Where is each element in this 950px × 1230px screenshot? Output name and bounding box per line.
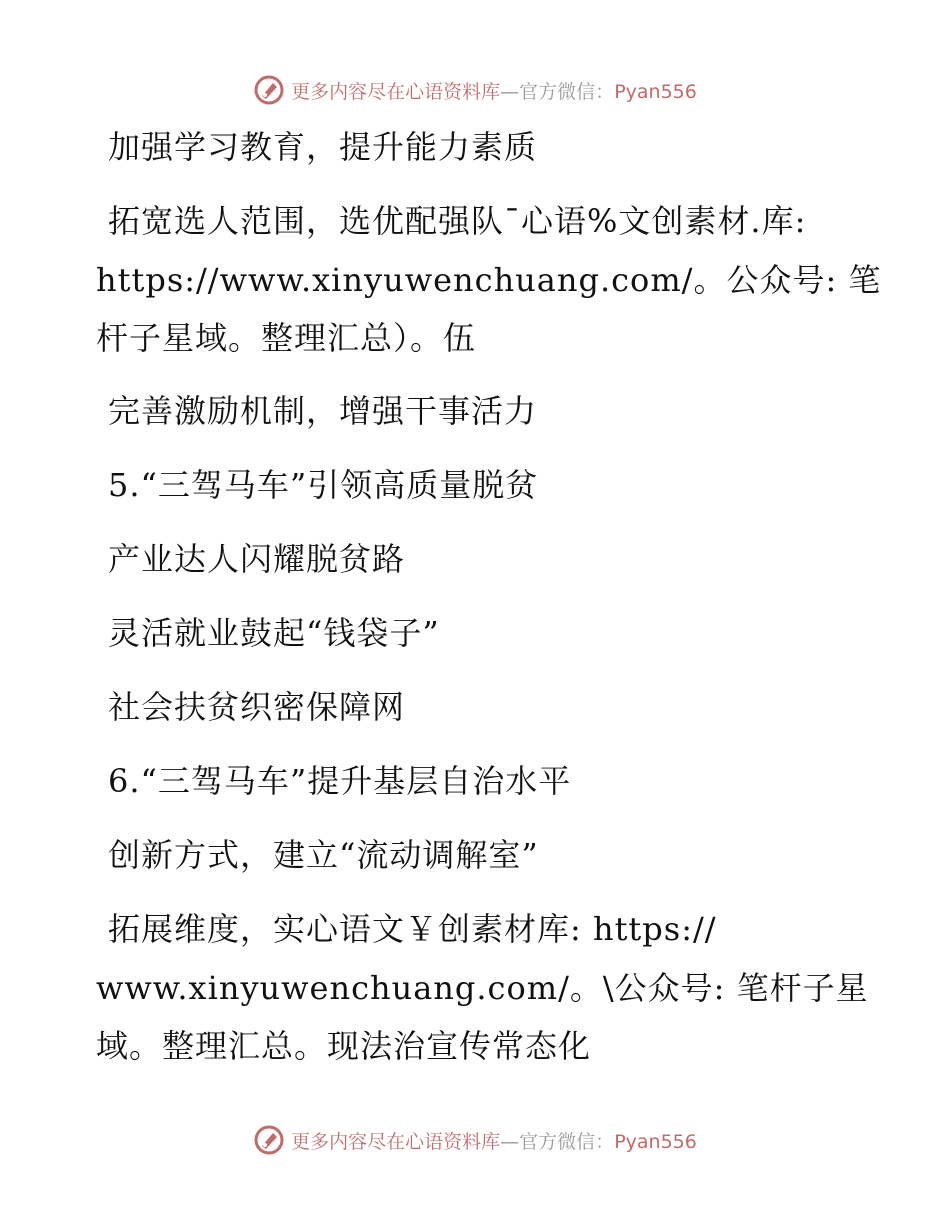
banner-wechat: Pyan556 (614, 1130, 697, 1153)
banner-suffix: 官方微信： (519, 1130, 615, 1153)
banner-text (291, 1127, 697, 1154)
banner-dash: — (500, 80, 520, 103)
text-line: 拓宽选人范围，选优配强队¯心语%文创素材.库: (108, 202, 807, 240)
text-line: 域。整理汇总。现法治宣传常态化 (96, 1027, 592, 1065)
text-line: 5.“三驾马车”引领高质量脱贫 (108, 466, 539, 504)
text-line: 加强学习教育，提升能力素质 (108, 128, 538, 166)
text-line: 灵活就业鼓起“钱袋子” (108, 614, 440, 652)
banner-main: 更多内容尽在心语资料库 (291, 80, 501, 103)
banner-dash: — (500, 1130, 520, 1153)
banner-suffix: 官方微信： (519, 80, 615, 103)
text-line: 社会扶贫织密保障网 (108, 688, 406, 726)
text-line: https://www.xinyuwenchuang.com/。公众号: 笔 (96, 261, 882, 299)
text-line: 6.“三驾马车”提升基层自治水平 (108, 762, 572, 800)
text-line: 完善激励机制，增强干事活力 (108, 392, 538, 430)
pen-nib-circle-icon (253, 1124, 285, 1156)
text-line: www.xinyuwenchuang.com/。\公众号: 笔杆子星 (96, 969, 869, 1007)
text-line: 杆子星域。整理汇总）。伍 (96, 319, 477, 357)
text-line: 产业达人闪耀脱贫路 (108, 540, 406, 578)
banner-wechat: Pyan556 (614, 80, 697, 103)
text-line: 创新方式，建立“流动调解室” (108, 836, 539, 874)
footer-banner (0, 1120, 950, 1160)
text-line: 拓展维度，实心语文￥创素材库: https:// (108, 910, 717, 948)
banner-main: 更多内容尽在心语资料库 (291, 1130, 501, 1153)
